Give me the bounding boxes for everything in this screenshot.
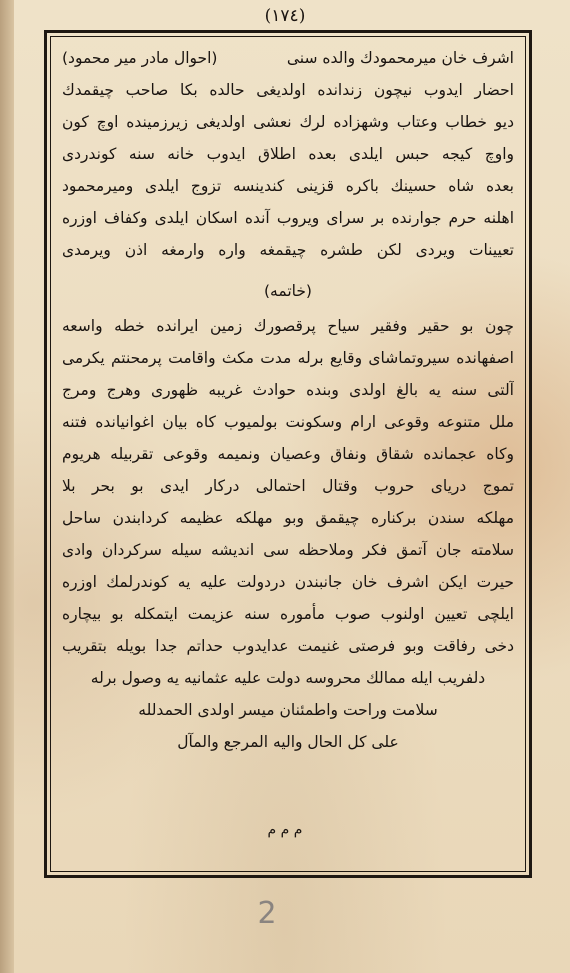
closing-line: دلفریب ایله ممالك محروسه دولت علیه عثمانیه یه وصول برله bbox=[90, 669, 486, 687]
heading-title: (احوال مادر میر محمود) bbox=[62, 49, 218, 67]
closing-line: سلامت وراحت واطمئنان میسر اولدی الحمدلله bbox=[138, 701, 438, 719]
paragraph2-line: تموج دریای حروب وقتال احتمالی دركار ایدی بو بحر بلا bbox=[62, 477, 514, 495]
paragraph1-line: واوچ كیجه حبس ایلدی بعده اطلاق ایدوب خانه سنه كوندردی bbox=[62, 145, 514, 163]
paragraph2-line: ایلچی تعیین اولنوب صوب مأموره سنه عزیمت ایتمكله بو بیچاره bbox=[62, 605, 514, 623]
paragraph2-line: اصفهانده سیروتماشای وقایع برله مدت مكث واقامت پرمحنتم یكرمی bbox=[62, 349, 514, 367]
paragraph1-line: بعده شاه حسینك باكره قزینی كندینسه تزوج ایلدی ومیرمحمود bbox=[62, 177, 514, 195]
closing-ornament: م م م bbox=[267, 822, 303, 838]
paragraph2-line: دخی رفاقت وبو فرصتی غنیمت عدایدوب حداتم جدا بویله بتقریب bbox=[62, 637, 514, 655]
paragraph2-line: ملل متنوعه وقوعی ارام وسكونت بولمیوب كاه بیان اغوانیانده فتنه bbox=[62, 413, 514, 431]
paragraph1-line: دیو خطاب وعتاب وشهزاده لرك نعشی اولدیغی زیرزمینده اوچ كون bbox=[62, 113, 514, 131]
text-block bbox=[62, 42, 514, 758]
section-heading: (خاتمه) bbox=[264, 282, 312, 300]
paragraph2-line: آلتی سنه یه بالغ اولدی وبنده حوادث غریبه ظهوری وهرج ومرج bbox=[62, 381, 514, 399]
heading-row bbox=[62, 42, 514, 74]
paragraph1-line: احضار ایدوب نیچون زندانده اولدیغی حالده بكا صاحب چیقمدك bbox=[62, 81, 514, 99]
pencil-note: 2 bbox=[257, 896, 277, 931]
paragraph1-line: تعیینات ویردی لكن طشره چیقمغه واره وارمغه اذن ویرمدی bbox=[62, 241, 514, 259]
page-number: (١٧٤) bbox=[264, 6, 306, 26]
paragraph1-line: اهلنه حرم جوارنده بر سرای ویروب آنده اسكان ایلدی وكفاف اوزره bbox=[62, 209, 514, 227]
paragraph2-line: حیرت ایكن اشرف خان جانبندن دردولت علیه یه كوندرلمك اوزره bbox=[62, 573, 514, 591]
paragraph2-line: چون بو حقیر وفقیر سیاح پرقصورك زمین ایرانده خطه واسعه bbox=[62, 317, 514, 335]
paragraph2-line: سلامته جان آتمق فكر وملاحظه سی اندیشه سیله سركردان وادی bbox=[62, 541, 514, 559]
paragraph2-line: مهلكه سندن بركناره چیقمق وبو مهلكه عظیمه كردابندن ساحل bbox=[62, 509, 514, 527]
heading-line-rest: اشرف خان میرمحمودك والده سنی bbox=[286, 49, 514, 67]
closing-line: علی كل الحال والیه المرجع والمآل bbox=[177, 733, 399, 751]
paragraph2-line: وكاه عجمانده شقاق ونفاق وعصیان ونمیمه وقوعی تقربیله هریوم bbox=[62, 445, 514, 463]
